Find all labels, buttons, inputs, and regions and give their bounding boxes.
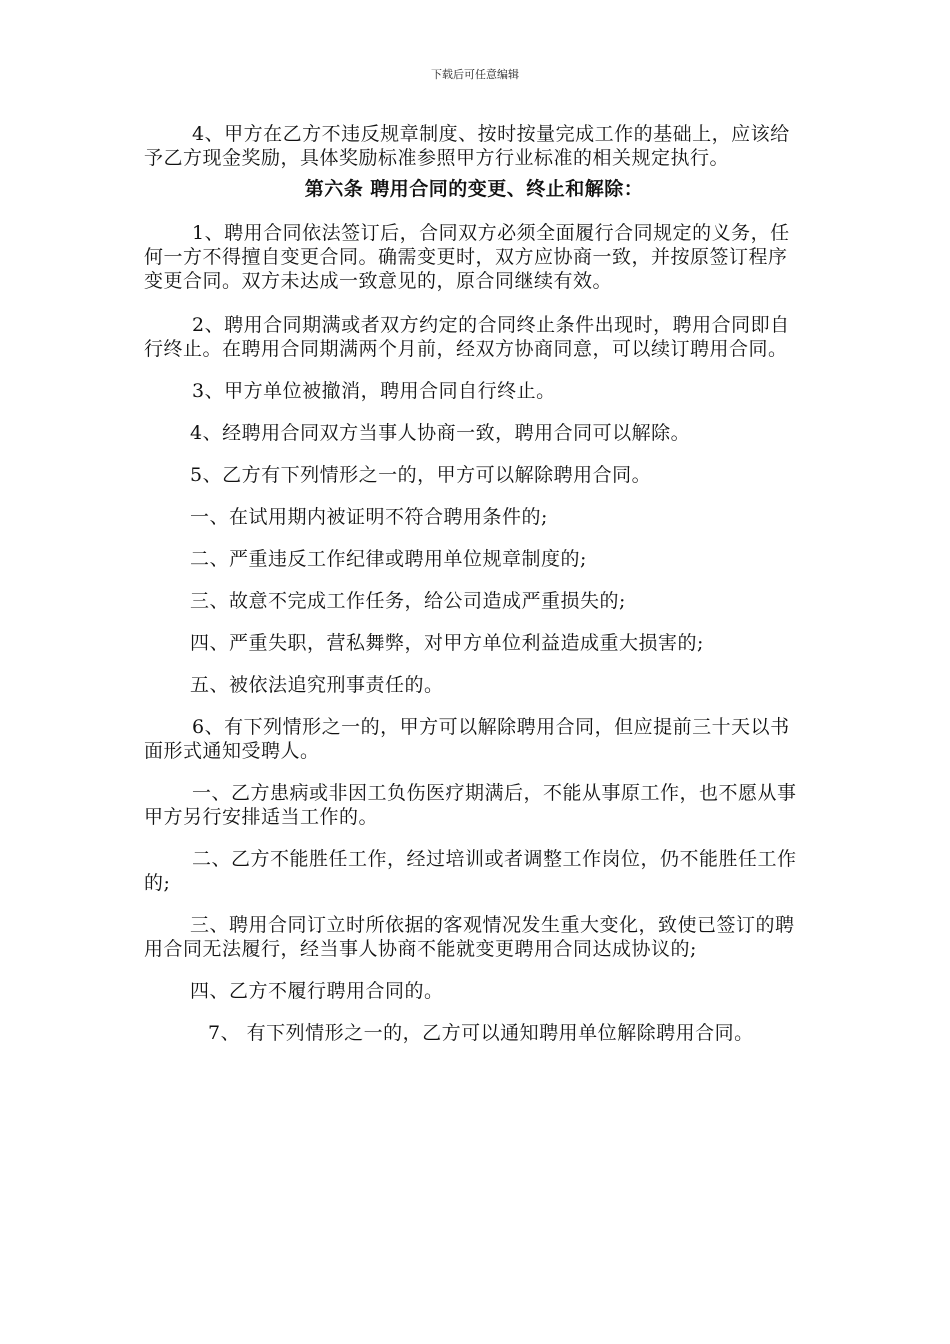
- paragraph-clause: 4、经聘用合同双方当事人协商一致，聘用合同可以解除。: [190, 422, 691, 444]
- document-body: [144, 122, 804, 1045]
- list-item: 四、严重失职，营私舞弊，对甲方单位利益造成重大损害的;: [190, 632, 704, 654]
- list-item: 一、乙方患病或非因工负伤医疗期满后，不能从事原工作，也不愿从事甲方另行安排适当工作的。: [144, 782, 797, 828]
- paragraph-clause: 5、乙方有下列情形之一的，甲方可以解除聘用合同。: [190, 464, 652, 486]
- list-item: 四、乙方不履行聘用合同的。: [190, 980, 444, 1002]
- page-header-note: 下载后可任意编辑: [431, 68, 519, 81]
- paragraph-clause: 7、 有下列情形之一的，乙方可以通知聘用单位解除聘用合同。: [208, 1022, 754, 1044]
- list-item: 二、乙方不能胜任工作，经过培训或者调整工作岗位，仍不能胜任工作的;: [144, 848, 797, 894]
- paragraph-reward: 4、甲方在乙方不违反规章制度、按时按量完成工作的基础上，应该给予乙方现金奖励，具体奖励标准参照甲方行业标准的相关规定执行。: [144, 123, 790, 169]
- paragraph-clause: 6、有下列情形之一的，甲方可以解除聘用合同，但应提前三十天以书面形式通知受聘人。: [144, 716, 790, 762]
- list-item: 一、在试用期内被证明不符合聘用条件的;: [190, 506, 548, 528]
- list-item: 五、被依法追究刑事责任的。: [190, 674, 444, 696]
- paragraph-clause: 1、聘用合同依法签订后，合同双方必须全面履行合同规定的义务，任何一方不得擅自变更合同。确需变更时，双方应协商一致，并按原签订程序变更合同。双方未达成一致意见的，原合同继续有效。: [144, 222, 790, 292]
- list-item: 三、故意不完成工作任务，给公司造成严重损失的;: [190, 590, 626, 612]
- paragraph-clause: 2、聘用合同期满或者双方约定的合同终止条件出现时，聘用合同即自行终止。在聘用合同期满两个月前，经双方协商同意，可以续订聘用合同。: [144, 314, 790, 360]
- list-item: 二、严重违反工作纪律或聘用单位规章制度的;: [190, 548, 587, 570]
- paragraph-clause: 3、甲方单位被撤消，聘用合同自行终止。: [192, 380, 556, 402]
- list-item: 三、聘用合同订立时所依据的客观情况发生重大变化，致使已签订的聘用合同无法履行，经当事人协商不能就变更聘用合同达成协议的;: [144, 914, 795, 960]
- section-title: 第六条 聘用合同的变更、终止和解除：: [304, 178, 644, 200]
